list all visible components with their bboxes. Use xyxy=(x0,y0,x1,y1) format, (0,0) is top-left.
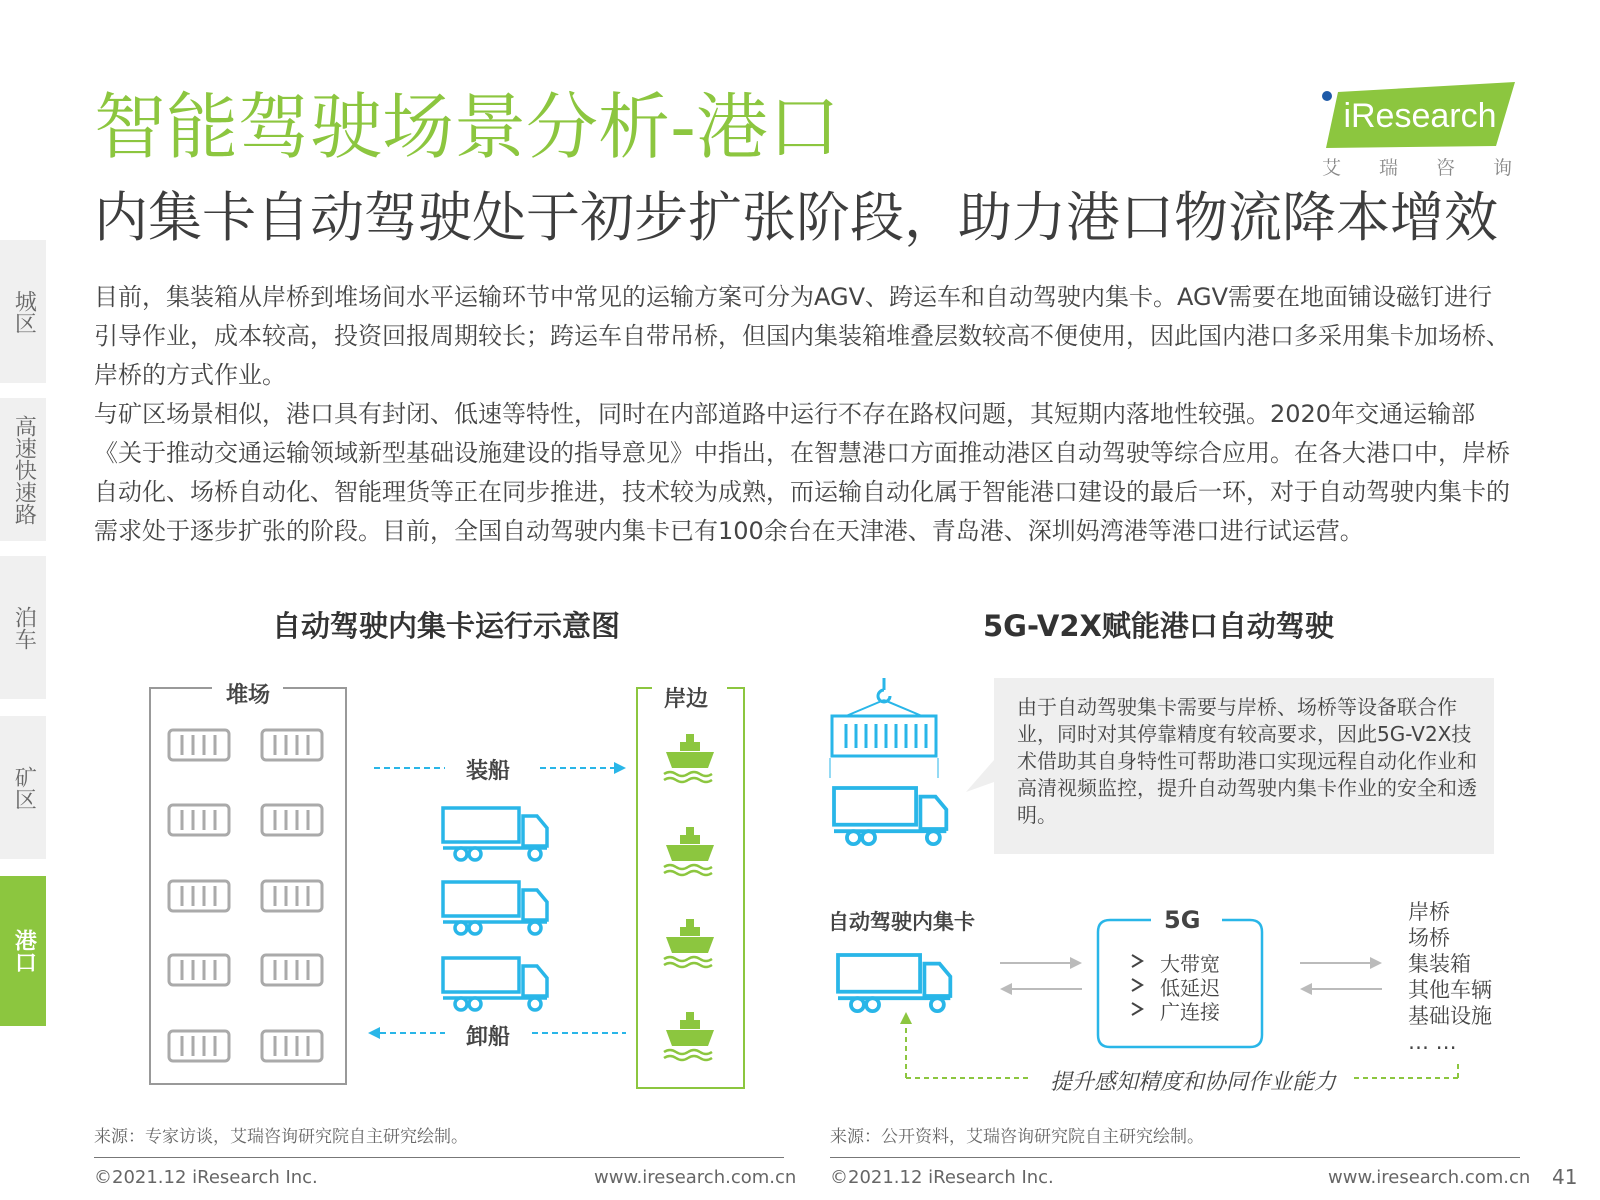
logo-char: 艾 xyxy=(1322,157,1342,179)
shore-label: 岸边 xyxy=(664,687,709,712)
callout-text: 由于自动驾驶集卡需要与岸桥、场桥等设备联合作业，同时对其停靠精度有较高要求，因此5G-V2X技术借助其自身特性可帮助港口实现远程自动化作业和高清视频监控，提升自动驾驶内集卡作业的安全和透明。 xyxy=(1017,695,1477,827)
feature-bandwidth: 大带宽 xyxy=(1160,952,1220,976)
endpoint-ellipsis: … … xyxy=(1408,1030,1457,1054)
endpoint-other-vehicles: 其他车辆 xyxy=(1408,978,1492,1002)
page-subtitle: 内集卡自动驾驶处于初步扩张阶段，助力港口物流降本增效 xyxy=(94,186,1498,249)
logo-char: 咨 xyxy=(1435,157,1455,179)
autonomous-truck-label: 自动驾驶内集卡 xyxy=(828,910,975,934)
body-paragraph: 与矿区场景相似，港口具有封闭、低速等特性，同时在内部道路中运行不存在路权问题，其短期内落地性较强。2020年交通运输部《关于推动交通运输领域新型基础设施建设的指导意见》中指出，在智慧港口方面推动港区自动驾驶等综合应用。在各大港口中，岸桥自动化、场桥自动化、智能理货等正在同步推进，技术较为成熟，而运输自动化属于智能港口建设的最后一环，对于自动驾驶内集卡的需求处于逐步扩张的阶段。目前，全国自动驾驶内集卡已有100余台在天津港、青岛港、深圳妈湾港等港口进行试运营。 xyxy=(94,400,1510,545)
side-tab-label: 港口 xyxy=(11,929,37,973)
footer-divider-left xyxy=(94,1157,784,1158)
endpoint-yard-crane: 场桥 xyxy=(1408,926,1450,950)
endpoint-container: 集装箱 xyxy=(1408,952,1471,976)
logo-char: 询 xyxy=(1492,157,1512,179)
footer-copyright-left: ©2021.12 iResearch Inc. xyxy=(94,1167,318,1188)
footer-divider-right xyxy=(830,1157,1520,1158)
left-source: 来源：专家访谈，艾瑞咨询研究院自主研究绘制。 xyxy=(94,1127,468,1147)
footer-url-right: www.iresearch.com.cn xyxy=(1328,1167,1531,1188)
bottom-note: 提升感知精度和协同作业能力 xyxy=(1050,1070,1337,1095)
truck-icon xyxy=(838,955,950,1011)
footer-url-left: www.iresearch.com.cn xyxy=(594,1167,797,1188)
endpoint-quay-crane: 岸桥 xyxy=(1408,900,1450,924)
page-title: 智能驾驶场景分析-港口 xyxy=(94,85,840,169)
right-diagram-title: 5G-V2X赋能港口自动驾驶 xyxy=(983,609,1334,643)
footer-copyright-right: ©2021.12 iResearch Inc. xyxy=(830,1167,1054,1188)
side-tab-label: 高速快速路 xyxy=(11,414,37,525)
5g-label: 5G xyxy=(1164,906,1201,934)
load-ship-label: 装船 xyxy=(466,759,511,784)
side-tab-label: 泊车 xyxy=(11,605,37,650)
feature-connectivity: 广连接 xyxy=(1160,1000,1220,1024)
side-tab-label: 城区 xyxy=(11,289,37,334)
unload-ship-label: 卸船 xyxy=(466,1025,511,1050)
yard-label: 堆场 xyxy=(226,683,271,708)
right-source: 来源：公开资料，艾瑞咨询研究院自主研究绘制。 xyxy=(830,1127,1204,1147)
left-diagram-title: 自动驾驶内集卡运行示意图 xyxy=(272,609,621,643)
side-tab-label: 矿区 xyxy=(11,765,37,810)
feature-latency: 低延迟 xyxy=(1160,976,1220,1000)
truck-icon xyxy=(834,788,946,844)
endpoint-infrastructure: 基础设施 xyxy=(1408,1004,1492,1028)
page-number: 41 xyxy=(1552,1165,1578,1189)
logo-brand-text: iResearch xyxy=(1343,97,1497,135)
logo-char: 瑞 xyxy=(1378,157,1398,179)
body-paragraph: 目前，集装箱从岸桥到堆场间水平运输环节中常见的运输方案可分为AGV、跨运车和自动驾驶内集卡。AGV需要在地面铺设磁钉进行引导作业，成本较高，投资回报周期较长；跨运车自带吊桥，但国内集装箱堆叠层数较高不便使用，因此国内港口多采用集卡加场桥、岸桥的方式作业。 xyxy=(94,283,1510,389)
